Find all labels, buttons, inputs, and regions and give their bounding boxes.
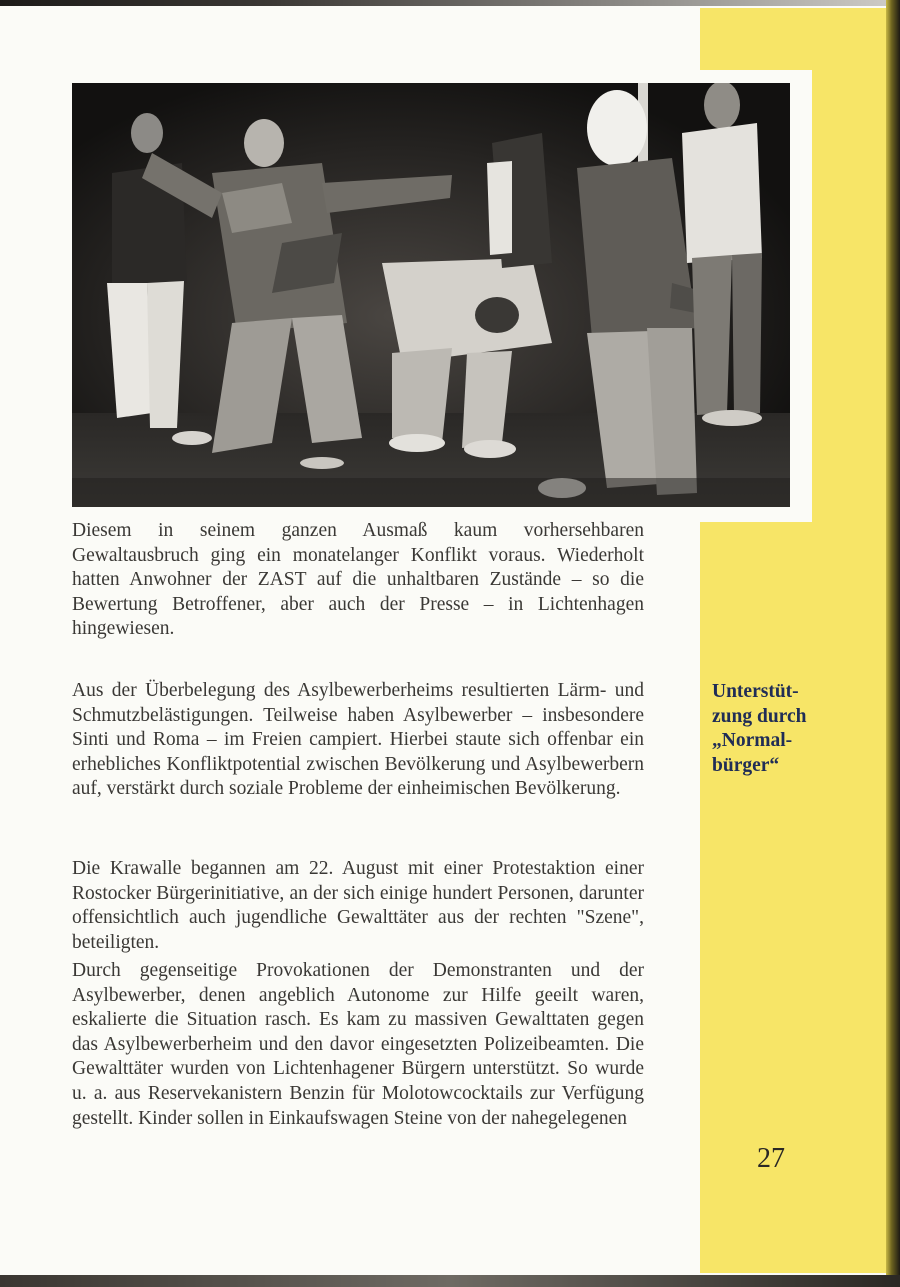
- marginal-heading-line-1: Unterstüt-: [712, 681, 799, 702]
- page-number: 27: [757, 1143, 785, 1174]
- riot-photo-image: [72, 83, 790, 507]
- paragraph-4: Durch gegenseitige Provokationen der Demonstranten und der Asylbewerber, denen angeblich Autonome zur Hilfe geeilt waren, eskalierte die Situation rasch. Es kam zu massiven Gewalttaten gegen das Asylbewerberheim und den davor eingesetzten Polizeibeamten. Die Gewalttäter wurden von Lichtenhagener Bürgern unterstützt. So wurde u. a. aus Reservekanistern Benzin für Molotowcocktails zur Verfügung gestellt. Kinder sollen in Einkaufswagen Steine von der nahegelegenen: [72, 960, 644, 1129]
- marginal-heading-line-2: zung durch: [712, 705, 807, 727]
- marginal-heading-line-4: bürger“: [712, 754, 780, 776]
- top-edge: [0, 0, 900, 6]
- paragraph-2: Aus der Überbelegung des Asylbewerberheims resultierten Lärm- und Schmutzbelästigungen. Teilweise haben Asylbewerber – insbesondere Sinti und Roma – im Freien campiert. Hierbei staute sich offenbar ein erhebliches Konfliktpotential zwischen Bevölkerung und Asylbewerbern auf, verstärkt durch soziale Probleme der einheimischen Bevölkerung.: [72, 680, 644, 800]
- marginal-heading-line-3: „Normal-: [712, 730, 793, 751]
- paragraph-1: Diesem in seinem ganzen Ausmaß kaum vorhersehbaren Gewaltausbruch ging ein monatelanger Konflikt voraus. Wiederholt hatten Anwohner der ZAST auf die unhaltbaren Zustände – so die Bewertung Betroffener, aber auch der Presse – in Lichtenhagen hingewiesen.: [72, 520, 644, 640]
- riot-photo: [72, 83, 790, 507]
- bottom-edge: [0, 1275, 900, 1287]
- right-page-edge: [886, 0, 900, 1287]
- marginal-heading: [712, 680, 862, 778]
- paragraph-3: Die Krawalle begannen am 22. August mit einer Protestaktion einer Rostocker Bürgerinitiative, an der sich einige hundert Personen, darunter offensichtlich auch jugendliche Gewalttäter aus der rechten "Szene", beteiligten.: [72, 858, 644, 953]
